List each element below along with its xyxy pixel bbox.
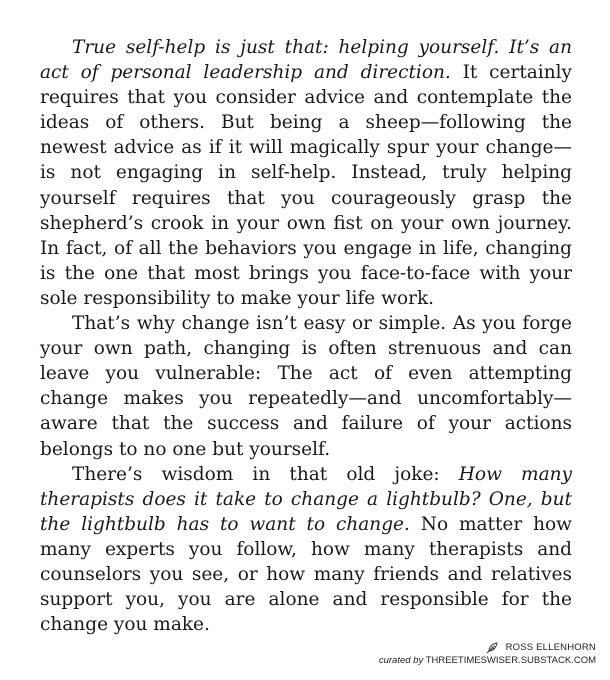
credit-author: ROSS ELLENHORN xyxy=(505,642,596,653)
paragraph-3-segment: No matter how many experts you follow, how many therapists and counselors you see, or how many friends and relatives support you, you are alone and responsible for the change you make. xyxy=(40,513,572,636)
excerpt-text xyxy=(40,35,572,637)
paragraph-1-segment: True self-help is just that: helping yourself. It’s an act of personal leadership and direction. xyxy=(40,37,572,84)
credit-author-row xyxy=(379,641,596,654)
paragraph-3-segment: There’s wisdom in that old joke: xyxy=(72,463,459,485)
paragraph-1 xyxy=(40,35,572,311)
paragraph-2 xyxy=(40,311,572,462)
credit-source-row xyxy=(379,654,596,667)
credit xyxy=(379,641,596,667)
paragraph-3-segment: How many therapists does it take to change a lightbulb? One, but the lightbulb has to want to change. xyxy=(40,463,572,535)
feather-icon xyxy=(486,642,498,654)
paragraph-1-segment: It certainly requires that you consider advice and contemplate the ideas of others. But being a sheep—following the newest advice as if it will magically spur your change—is not engaging in self-help. Instead, truly helping yourself requires that you courageously grasp the shepherd’s crook in your own fist on your own journey. In fact, of all the behaviors you engage in life, changing is the one that most brings you face-to-face with your sole responsibility to make your life work. xyxy=(40,62,572,309)
curated-by-label: curated by xyxy=(378,655,424,666)
paragraph-2-segment: That’s why change isn’t easy or simple. As you forge your own path, changing is often strenuous and can leave you vulnerable: The act of even attempting change makes you repeatedly—and uncomfortably—aware that the success and failure of your actions belongs to no one but yourself. xyxy=(40,313,572,460)
credit-source: THREETIMESWISER.SUBSTACK.COM xyxy=(425,655,596,666)
paragraph-3 xyxy=(40,462,572,638)
